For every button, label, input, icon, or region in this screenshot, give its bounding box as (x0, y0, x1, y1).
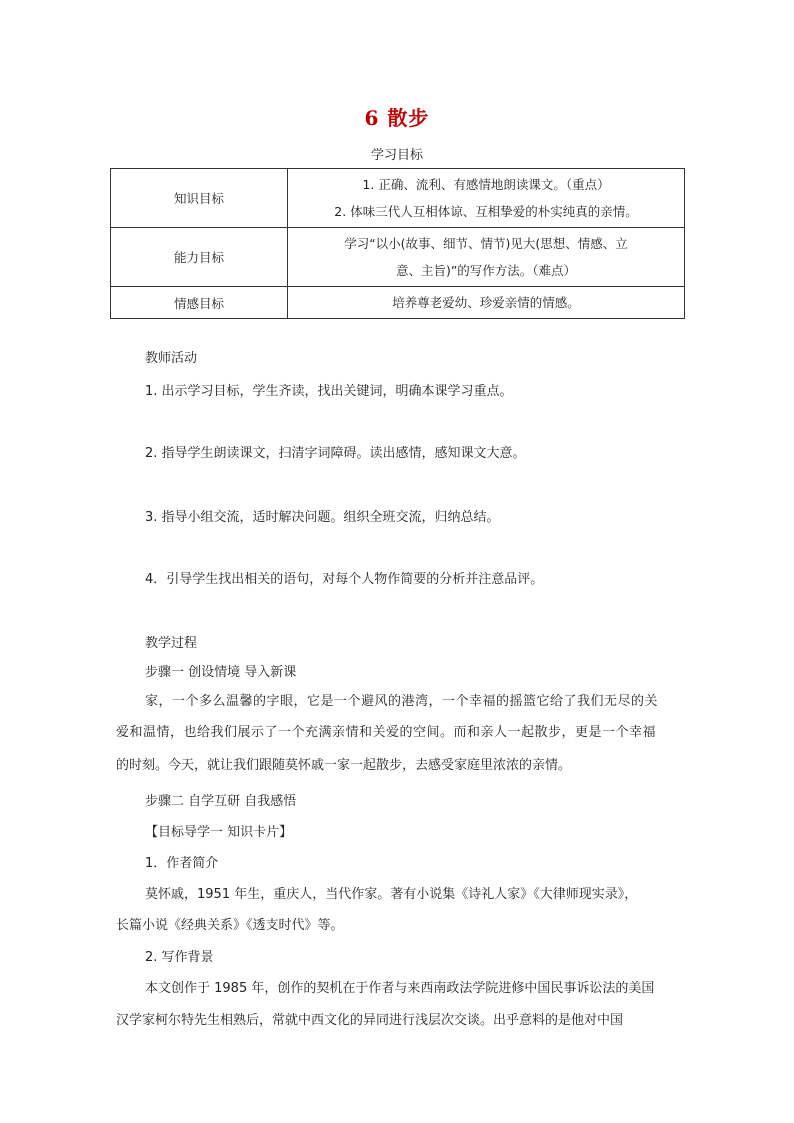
goals-content (288, 287, 685, 319)
goals-line: 学习“以小(故事、细节、情节)见大(思想、情感、立 (344, 236, 628, 251)
intro-line: 家，一个多么温馨的字眼，它是一个避风的港湾，一个幸福的摇篮它给了我们无尽的关 (145, 694, 659, 709)
author-text-line: 长篇小说《经典关系》《透支时代》等。 (116, 918, 344, 933)
goals-label: 情感目标 (111, 287, 288, 319)
lesson-title: 6 散步 (364, 106, 430, 130)
teacher-item: 2. 指导学生朗读课文，扫清字词障碍。读出感情，感知课文大意。 (145, 446, 526, 461)
step1-heading: 步骤一 创设情境 导入新课 (145, 665, 297, 680)
background-text-line: 汉学家柯尔特先生相熟后，常就中西文化的异同进行浅层次交谈。出乎意料的是他对中国 (116, 1013, 624, 1028)
teacher-heading: 教师活动 (145, 351, 198, 366)
step2-heading: 步骤二 自学互研 自我感悟 (145, 794, 297, 809)
intro-line: 的时刻。今天，就让我们跟随莫怀戚一家一起散步，去感受家庭里浓浓的亲情。 (116, 758, 572, 773)
goals-row-emotion (111, 287, 685, 319)
goals-line: 意、主旨)”的写作方法。（难点） (395, 263, 577, 278)
goals-line: 2. 体味三代人互相体谅、互相挚爱的朴实纯真的亲情。 (334, 204, 638, 219)
goals-line: 培养尊老爱幼、珍爱亲情的情感。 (392, 295, 580, 310)
goals-content (288, 169, 685, 228)
background-text-line: 本文创作于 1985 年，创作的契机在于作者与来西南政法学院进修中国民事诉讼法的美国 (145, 981, 655, 996)
teacher-item: 3. 指导小组交流，适时解决问题。组织全班交流，归纳总结。 (145, 510, 500, 525)
intro-paragraph-end (116, 750, 676, 781)
intro-line: 爱和温情，也给我们展示了一个充满亲情和关爱的空间。而和亲人一起散步，更是一个幸福 (116, 725, 657, 740)
knowledge-card-heading: 【目标导学一 知识卡片】 (145, 825, 293, 840)
goals-label: 能力目标 (111, 228, 288, 287)
author-heading: 1．作者简介 (145, 856, 219, 871)
goals-content (288, 228, 685, 287)
goals-row-ability (111, 228, 685, 287)
goals-row-knowledge (111, 169, 685, 228)
goals-line: 1. 正确、流利、有感情地朗读课文。（重点） (362, 177, 610, 192)
goals-table (110, 168, 685, 319)
background-heading: 2. 写作背景 (145, 950, 214, 965)
process-heading: 教学过程 (145, 636, 198, 651)
goals-label: 知识目标 (111, 169, 288, 228)
teacher-item: 4．引导学生找出相关的语句，对每个人物作简要的分析并注意品评。 (145, 572, 544, 587)
intro-paragraph (145, 686, 685, 717)
intro-paragraph-cont (116, 717, 676, 748)
author-text-line: 莫怀戚，1951 年生，重庆人，当代作家。著有小说集《诗礼人家》《大律师现实录》， (145, 887, 638, 902)
goals-heading: 学习目标 (370, 148, 423, 163)
teacher-item: 1. 出示学习目标，学生齐读，找出关键词，明确本课学习重点。 (145, 384, 513, 399)
